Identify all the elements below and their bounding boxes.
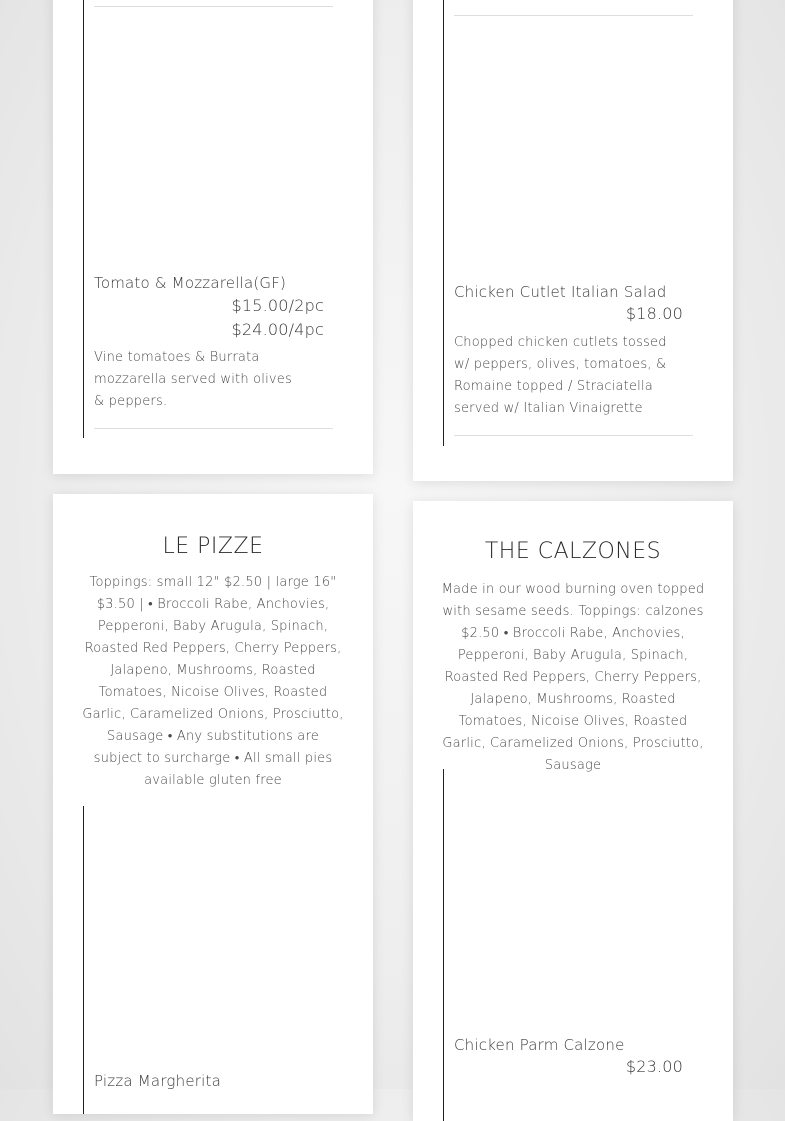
item-price: $18.00 xyxy=(625,304,683,323)
item-price-2pc: $15.00/2pc xyxy=(231,296,324,315)
item-price: $23.00 xyxy=(625,1057,683,1076)
image-frame-line xyxy=(443,769,444,1121)
item-divider-bottom xyxy=(94,428,333,429)
item-name: Pizza Margherita xyxy=(94,1072,221,1090)
item-divider-bottom xyxy=(454,435,693,436)
section-description: Made in our wood burning oven topped with sesame seeds. Toppings: calzones $2.50 • Broccoli Rabe, Anchovies, Pepperoni, Baby Arugula, Spinach, Roasted Red Peppers, Cherry Peppers, Jalapeno, Mushrooms, Roasted Tomatoes, Nicoise Olives, Roasted Garlic, Caramelized Onions, Prosciutto, Sausage xyxy=(441,582,705,773)
item-divider-top xyxy=(454,15,693,16)
item-name: Chicken Parm Calzone xyxy=(454,1036,625,1054)
item-description: Vine tomatoes & Burrata mozzarella served with olives & peppers. xyxy=(94,350,292,409)
menu-card-tomato-mozzarella xyxy=(53,0,373,474)
item-name: Tomato & Mozzarella(GF) xyxy=(94,274,287,292)
item-divider-top xyxy=(94,6,333,7)
item-name: Chicken Cutlet Italian Salad xyxy=(454,283,667,301)
section-description: Toppings: small 12" $2.50 | large 16" $3.50 | • Broccoli Rabe, Anchovies, Pepperoni, Baby Arugula, Spinach, Roasted Red Peppers, Cherry Peppers, Jalapeno, Mushrooms, Roasted Tomatoes, Nicoise Olives, Roasted Garlic, Caramelized Onions, Prosciutto, Sausage • Any substitutions are subject to surcharge • All small pies available gluten free xyxy=(82,575,344,788)
menu-section-calzones xyxy=(413,501,733,1121)
image-frame-line xyxy=(83,0,84,438)
menu-section-le-pizze xyxy=(53,494,373,1114)
item-price-4pc: $24.00/4pc xyxy=(231,320,324,339)
section-title: THE CALZONES xyxy=(484,539,662,564)
section-title: LE PIZZE xyxy=(162,534,264,559)
image-frame-line xyxy=(443,0,444,446)
menu-card-chicken-salad xyxy=(413,0,733,481)
image-frame-line xyxy=(83,806,84,1114)
item-description: Chopped chicken cutlets tossed w/ peppers, olives, tomatoes, & Romaine topped / Straciatella served w/ Italian Vinaigrette xyxy=(454,335,667,416)
